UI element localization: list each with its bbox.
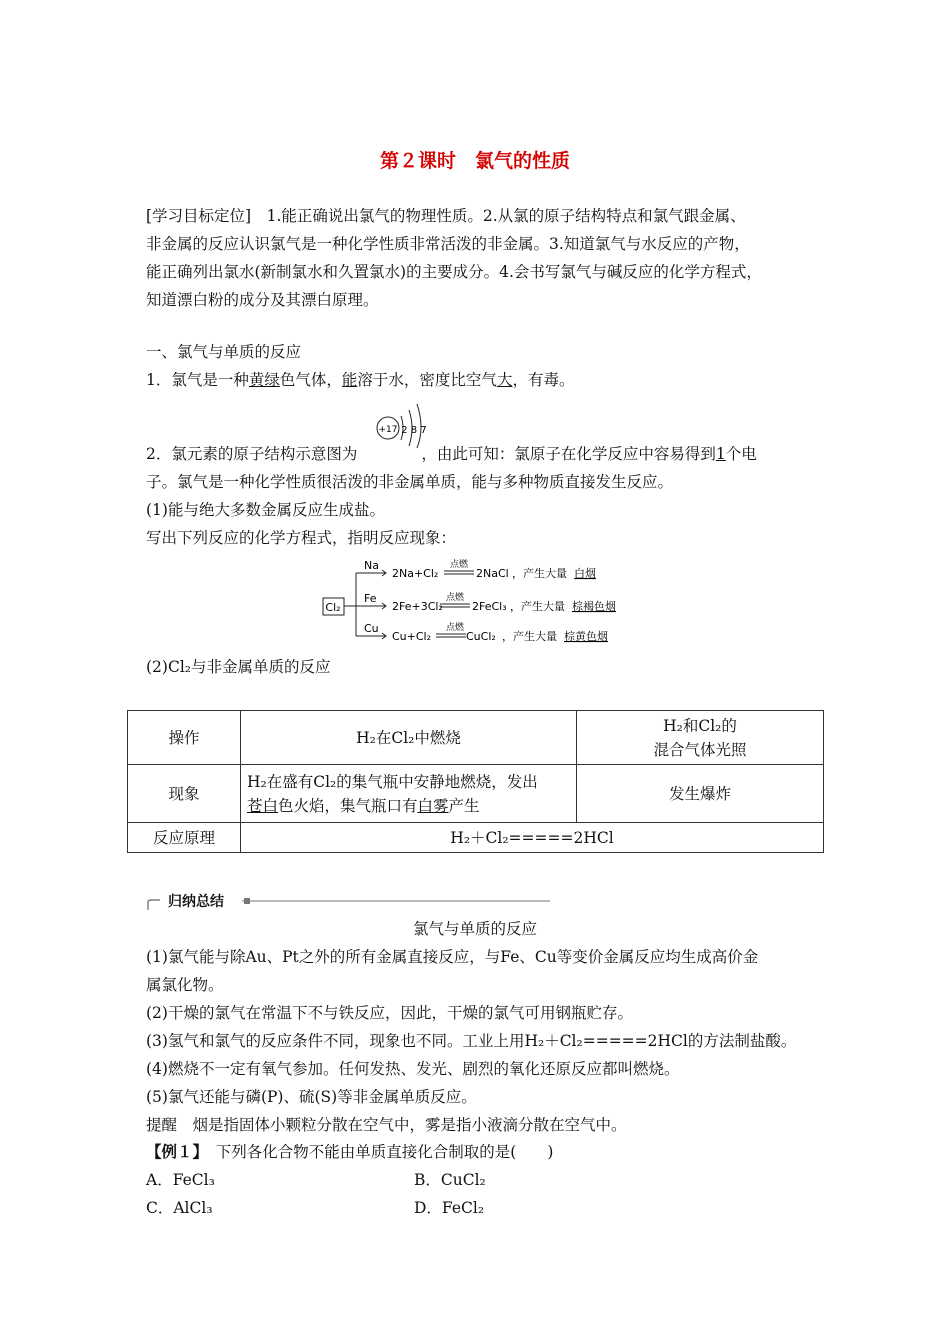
metal-label: Cu	[364, 622, 379, 635]
table-header: H₂在Cl₂中燃烧	[241, 711, 577, 765]
table-cell: 发生爆炸	[577, 765, 824, 823]
summary-header	[146, 890, 552, 912]
item-2-line-1: 2．氯元素的原子结构示意图为 ，由此可知：氯原子在化学反应中容易得到1个电	[146, 445, 757, 463]
objective-line: 非金属的反应认识氯气是一种化学性质非常活泼的非金属。3.知道氯气与水反应的产物，	[146, 235, 750, 253]
paragraph: 写出下列反应的化学方程式，指明反应现象：	[146, 529, 457, 547]
equation-right: 2FeCl₃	[472, 600, 507, 613]
nucleus-label: +17	[378, 425, 398, 435]
hydrogen-chlorine-table	[127, 710, 824, 853]
example-question: 【例１】 下列各化合物不能由单质直接化合制取的是( )	[146, 1142, 554, 1161]
objective-line: 能正确列出氯水(新制氯水和久置氯水)的主要成分。4.会书写氯气与碱反应的化学方程式，	[146, 263, 762, 281]
equation-right: CuCl₂	[466, 630, 496, 643]
chlorine-atom-structure-diagram	[374, 398, 434, 448]
item-2-line-2: 子。氯气是一种化学性质很活泼的非金属单质，能与多种物质直接发生反应。	[146, 473, 674, 491]
blank-answer: 1	[715, 445, 726, 463]
paragraph: (2)Cl₂与非金属单质的反应	[146, 658, 331, 676]
summary-line: 提醒 烟是指固体小颗粒分散在空气中，雾是指小液滴分散在空气中。	[146, 1116, 627, 1134]
equation-right: 2NaCl	[476, 567, 509, 580]
table-row-label: 反应原理	[128, 823, 241, 853]
summary-line: 属氯化物。	[146, 976, 224, 994]
table-header: 操作	[128, 711, 241, 765]
equation-left: Cu+Cl₂	[392, 630, 432, 643]
equation-left: 2Na+Cl₂	[392, 567, 439, 580]
page-title: 第２课时 氯气的性质	[379, 150, 570, 172]
summary-line: (4)燃烧不一定有氧气参加。任何发热、发光、剧烈的氧化还原反应都叫燃烧。	[146, 1060, 680, 1078]
observation-note: ，产生大量	[510, 600, 565, 613]
metal-label: Na	[364, 559, 379, 572]
observation-answer: 棕黄色烟	[564, 630, 608, 643]
reactant-label: Cl₂	[325, 601, 341, 614]
table-cell: H₂＋Cl₂=====2HCl	[241, 823, 824, 853]
observation-note: ，产生大量	[502, 630, 557, 643]
objective-line: 知道漂白粉的成分及其漂白原理。	[146, 291, 379, 309]
summary-line: (2)干燥的氯气在常温下不与铁反应，因此，干燥的氯气可用钢瓶贮存。	[146, 1004, 633, 1022]
summary-line: (1)氯气能与除Au、Pt之外的所有金属直接反应，与Fe、Cu等变价金属反应均生成高价金	[146, 948, 759, 966]
observation-answer: 棕褐色烟	[572, 600, 616, 613]
metal-reaction-diagram	[322, 556, 622, 646]
table-header: H₂和Cl₂的 混合气体光照	[577, 711, 824, 765]
table-cell: H₂在盛有Cl₂的集气瓶中安静地燃烧，发出 苍白色火焰，集气瓶口有白雾产生	[241, 765, 577, 823]
example-label: 【例１】	[146, 1142, 201, 1161]
blank-answer: 黄绿	[248, 371, 280, 389]
paragraph: (1)能与绝大多数金属反应生成盐。	[146, 501, 385, 519]
summary-line: (5)氯气还能与磷(P)、硫(S)等非金属单质反应。	[146, 1088, 477, 1106]
summary-line: (3)氢气和氯气的反应条件不同，现象也不同。工业上用H₂＋Cl₂=====2HCl的方法制盐酸。	[146, 1032, 797, 1050]
condition-label: 点燃	[450, 560, 469, 570]
table-row-label: 现象	[128, 765, 241, 823]
metal-label: Fe	[364, 592, 377, 605]
observation-note: ，产生大量	[512, 567, 567, 580]
summary-title: 氯气与单质的反应	[412, 920, 537, 938]
option-a: A．FeCl₃	[146, 1171, 215, 1189]
option-b: B．CuCl₂	[414, 1171, 486, 1189]
shell-electrons: 2 8 7	[401, 425, 427, 436]
section-heading: 一、氯气与单质的反应	[146, 343, 302, 361]
condition-label: 点燃	[446, 593, 465, 603]
option-c: C．AlCl₃	[146, 1199, 213, 1217]
blank-answer: 能	[341, 371, 358, 389]
condition-label: 点燃	[446, 623, 465, 633]
objective-line: [学习目标定位] 1.能正确说出氯气的物理性质。2.从氯的原子结构特点和氯气跟金属、	[146, 207, 746, 225]
summary-tag: 归纳总结	[162, 891, 230, 911]
option-d: D．FeCl₂	[414, 1199, 485, 1217]
equation-left: 2Fe+3Cl₂	[392, 600, 443, 613]
blank-answer: 大	[496, 371, 513, 389]
observation-answer: 白烟	[574, 567, 596, 580]
item-1: 1．氯气是一种黄绿色气体，能溶于水，密度比空气大，有毒。	[146, 371, 575, 389]
